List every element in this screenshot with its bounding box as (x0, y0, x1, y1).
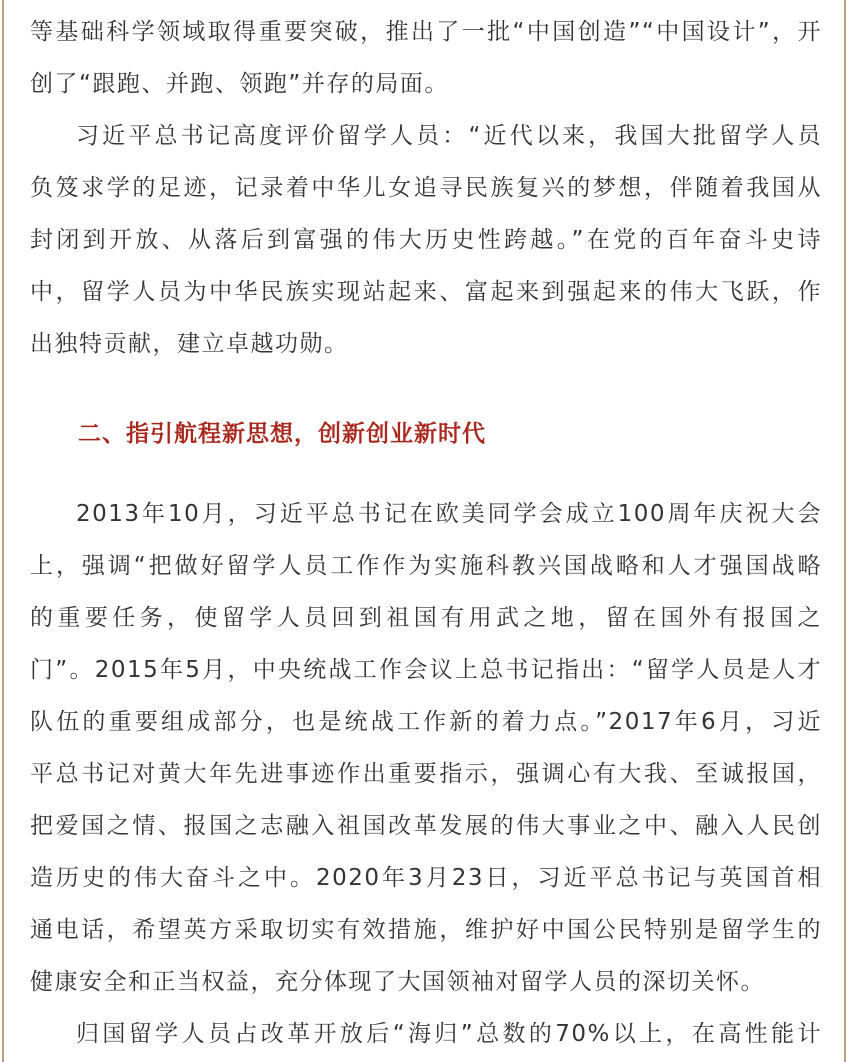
paragraph-3-line-7: 把爱国之情、报国之志融入祖国改革发展的伟大事业之中、融入人民创 (30, 813, 822, 839)
paragraph-3 (30, 488, 822, 1008)
paragraph-2-line-5: 出独特贡献，建立卓越功勋。 (30, 331, 349, 357)
paragraph-3-line-2: 上，强调“把做好留学人员工作作为实施科教兴国战略和人才强国战略 (30, 553, 822, 579)
paragraph-2 (30, 110, 822, 370)
paragraph-3-line-9: 通电话，希望英方采取切实有效措施，维护好中国公民特别是留学生的 (30, 917, 822, 943)
heading-spacer (30, 460, 822, 488)
paragraph-3-line-3: 的重要任务，使留学人员回到祖国有用武之地，留在国外有报国之 (30, 605, 822, 631)
paragraph-2-line-2: 负笈求学的足迹，记录着中华儿女追寻民族复兴的梦想，伴随着我国从 (30, 175, 822, 201)
paragraph-1-line-2: 创了“跟跑、并跑、领跑”并存的局面。 (30, 71, 449, 97)
paragraph-2-line-3: 封闭到开放、从落后到富强的伟大历史性跨越。”在党的百年奋斗史诗 (30, 227, 822, 253)
paragraph-1 (30, 6, 822, 110)
paragraph-4 (30, 1008, 822, 1060)
paragraph-2-line-1: 习近平总书记高度评价留学人员：“近代以来，我国大批留学人员 (76, 123, 822, 149)
paragraph-1-line-1: 等基础科学领域取得重要突破，推出了一批“中国创造”“中国设计”，开 (30, 19, 822, 45)
article-body (30, 6, 822, 1060)
paragraph-3-line-8: 造历史的伟大奋斗之中。2020年3月23日，习近平总书记与英国首相 (30, 865, 822, 891)
paragraph-3-line-1: 2013年10月，习近平总书记在欧美同学会成立100周年庆祝大会 (76, 501, 822, 527)
section-spacer (30, 370, 822, 408)
paragraph-3-line-10: 健康安全和正当权益，充分体现了大国领袖对留学人员的深切关怀。 (30, 969, 765, 995)
paragraph-4-line-1: 归国留学人员占改革开放后“海归”总数的70%以上，在高性能计 (76, 1021, 822, 1047)
paragraph-3-line-5: 队伍的重要组成部分，也是统战工作新的着力点。”2017年6月，习近 (30, 709, 822, 735)
paragraph-2-line-4: 中，留学人员为中华民族实现站起来、富起来到强起来的伟大飞跃，作 (30, 279, 822, 305)
paragraph-3-line-6: 平总书记对黄大年先进事迹作出重要指示，强调心有大我、至诚报国， (30, 761, 822, 787)
paragraph-3-line-4: 门”。2015年5月，中央统战工作会议上总书记指出：“留学人员是人才 (30, 657, 822, 683)
section-heading: 二、指引航程新思想，创新创业新时代 (78, 421, 486, 447)
